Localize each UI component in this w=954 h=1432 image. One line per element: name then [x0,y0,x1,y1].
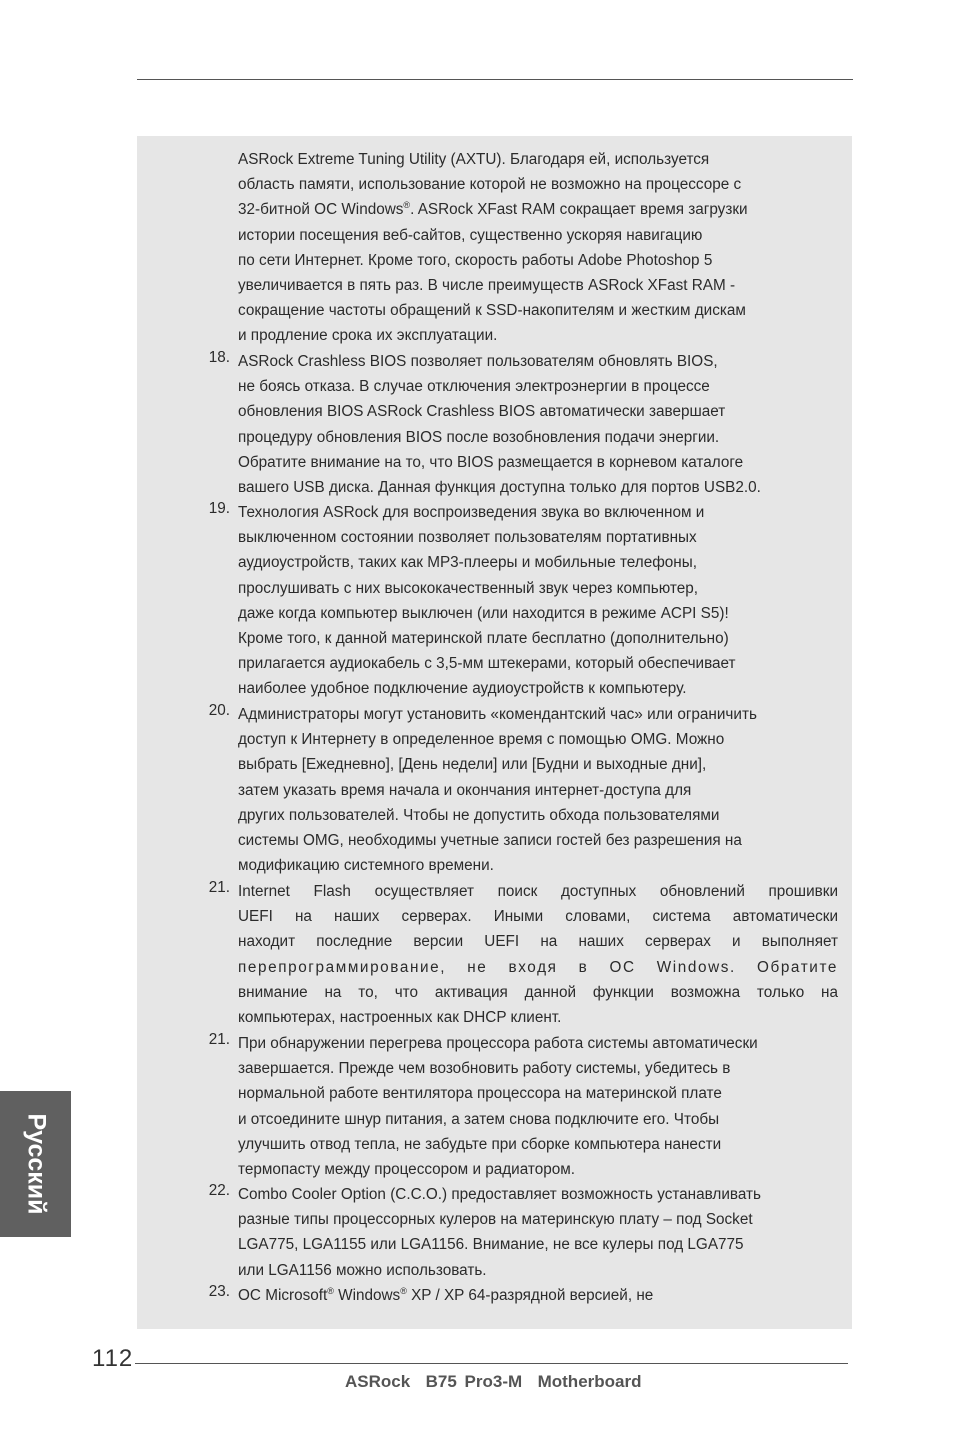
text-line: ASRock Crashless BIOS позволяет пользователям обновлять BIOS, [238,353,718,370]
text-line: наиболее удобное подключение аудиоустройств к компьютеру. [238,680,687,698]
text-line: ASRock Extreme Tuning Utility (AXTU). Благодаря ей, используется [238,151,710,168]
text-line: улучшить отвод тепла, не забудьте при сборке компьютера нанести [238,1135,722,1153]
text-line: термопасту между процессором и радиатором. [238,1160,576,1178]
text-line: сокращение частоты обращений к SSD-накопителям и жестким дискам [238,302,746,320]
text-line: истории посещения веб-сайтов, существенно ускоряя навигацию [238,226,703,244]
text-line: или LGA1156 можно использовать. [238,1261,487,1279]
list-item-number: 23. [208,1283,230,1300]
text-line: область памяти, использование которой не возможно на процессоре с [238,176,742,194]
list-item-number: 18. [208,349,230,366]
text-line: разные типы процессорных кулеров на материнскую плату – под Socket [238,1211,753,1229]
text-line: Администраторы могут установить «комендантский час» или ограничить [238,706,757,723]
list-item [208,1182,838,1283]
page-number: 112 [92,1345,134,1372]
text-line: модификацию системного времени. [238,857,494,875]
text-line: увеличивается в пять раз. В числе преимуществ ASRock XFast RAM - [238,276,736,294]
list-item [208,879,838,1030]
text-line: даже когда компьютер выключен (или находится в режиме ACPI S5)! [238,604,729,622]
text-line: процедуру обновления BIOS после возобновления подачи энергии. [238,428,720,446]
list-item [208,500,838,702]
text-line: Кроме того, к данной материнской плате бесплатно (дополнительно) [238,629,729,647]
text-line: и продление срока их эксплуатации. [238,327,498,345]
text-line: не боясь отказа. В случае отключения электроэнергии в процессе [238,378,710,396]
text-line: Internet Flash осуществляет поиск доступных обновлений прошивки [238,883,838,900]
top-rule [137,79,853,80]
text-line: и отсоедините шнур питания, а затем снова подключите его. Чтобы [238,1110,720,1128]
text-line: прослушивать с них высококачественный звук через компьютер, [238,579,698,597]
text-line: нормальной работе вентилятора процессора на материнской плате [238,1085,722,1103]
language-tab-label: Русский [22,1113,50,1215]
text-line: завершается. Прежде чем возобновить работу системы, убедитесь в [238,1060,731,1078]
list-item [208,702,838,878]
text-line: компьютерах, настроенных как DHCP клиент. [238,1008,562,1026]
list-item [208,1283,838,1308]
text-line: ОС Microsoft® Windows® XP / XP 64-разрядной версией, не [238,1286,654,1304]
text-line: находит последние версии UEFI на наших серверах и выполняет [238,933,838,951]
bottom-rule [135,1363,848,1364]
text-line: перепрограммирование, не входя в ОС Windows. Обратите [238,958,838,976]
registered-mark: ® [400,1286,407,1296]
text-line: 32-битной ОС Windows®. ASRock XFast RAM сокращает время загрузки [238,200,748,219]
text-line: При обнаружении перегрева процессора работа системы автоматически [238,1035,758,1052]
text-line: вашего USB диска. Данная функция доступна только для портов USB2.0. [238,478,761,496]
registered-mark: ® [403,200,411,211]
text-line: внимание на то, что активация данной функции возможна только на [238,983,838,1001]
text-line: UEFI на наших серверах. Иными словами, система автоматически [238,908,838,926]
text-line: системы OMG, необходимы учетные записи гостей без разрешения на [238,831,742,849]
list-item-number: 21. [208,879,230,896]
text-line: доступ к Интернету в определенное время с помощью OMG. Можно [238,731,725,749]
text-line: других пользователей. Чтобы не допустить обхода пользователями [238,806,720,824]
text-line: Combo Cooler Option (C.C.O.) предоставляет возможность устанавливать [238,1186,761,1203]
list-item [208,1031,838,1182]
language-tab [0,1091,71,1237]
text-line: по сети Интернет. Кроме того, скорость работы Adobe Photoshop 5 [238,251,713,269]
text-line: обновления BIOS ASRock Crashless BIOS автоматически завершает [238,403,726,421]
text-line: затем указать время начала и окончания интернет-доступа для [238,781,692,799]
list-item-number: 21. [208,1031,230,1048]
list-item [238,147,838,349]
list-item-number: 22. [208,1182,230,1199]
text-line: выбрать [Ежедневно], [День недели] или [Будни и выходные дни], [238,756,707,774]
text-line: аудиоустройств, таких как MP3-плееры и мобильные телефоны, [238,554,698,572]
text-line: Технология ASRock для воспроизведения звука во включенном и [238,504,705,521]
list-item-number: 20. [208,702,230,719]
text-line: выключенном состоянии позволяет пользователям портативных [238,529,697,547]
list-item-number: 19. [208,500,230,517]
footer-title: ASRock B75 Pro3-M Motherboard [345,1372,642,1391]
registered-mark: ® [327,1286,334,1296]
text-line: LGA775, LGA1155 или LGA1156. Внимание, не все кулеры под LGA775 [238,1236,744,1254]
list-item [208,349,838,500]
text-line: прилагается аудиокабель с 3,5-мм штекерами, который обеспечивает [238,655,736,673]
text-line: Обратите внимание на то, что BIOS размещается в корневом каталоге [238,453,744,471]
